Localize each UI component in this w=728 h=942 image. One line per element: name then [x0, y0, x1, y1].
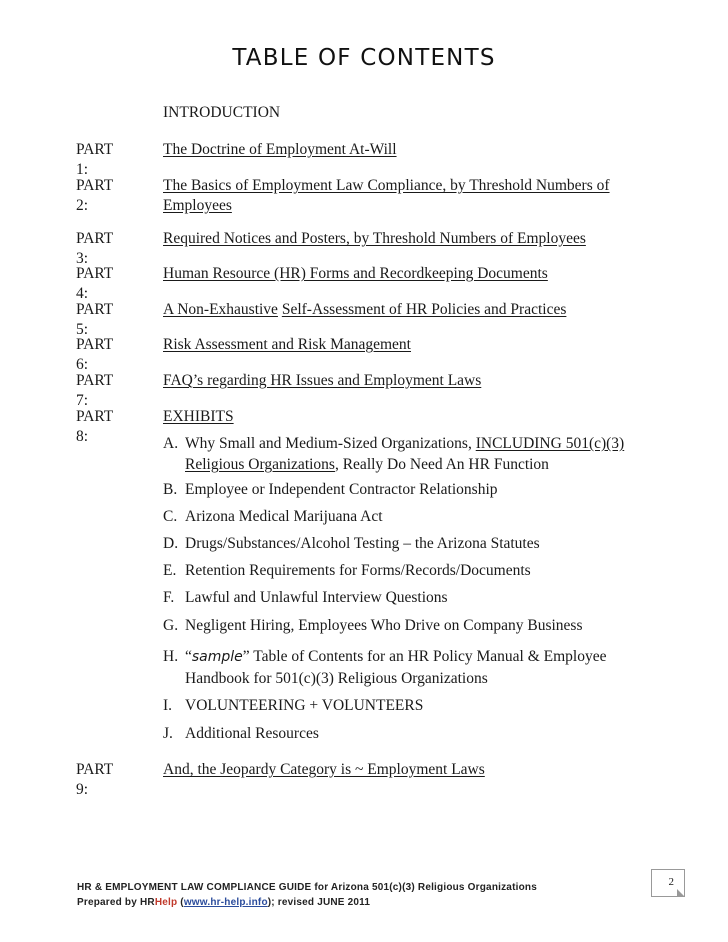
exhibit-a-link-1[interactable]: INCLUDING 501(c)(3) [475, 435, 625, 452]
exhibit-e-text: Retention Requirements for Forms/Records/Documents [185, 562, 531, 579]
part-5-text-a: A Non-Exhaustive [163, 301, 278, 318]
exhibit-letter: B. [163, 481, 178, 498]
part-label: PART 6: [76, 336, 113, 373]
part-label: PART 3: [76, 230, 113, 267]
part-7-link[interactable]: FAQ’s regarding HR Issues and Employment Laws [163, 372, 482, 389]
exhibit-letter: E. [163, 562, 177, 579]
exhibit-letter: H. [163, 648, 179, 665]
exhibit-a-link-2[interactable]: Religious Organizations [185, 456, 335, 473]
exhibit-i-text: VOLUNTEERING + VOLUNTEERS [185, 697, 424, 714]
exhibit-b-text: Employee or Independent Contractor Relationship [185, 481, 498, 498]
footer-revised: ); revised JUNE 2011 [267, 897, 371, 908]
exhibit-h-line-1: ” Table of Contents for an HR Policy Manual & Employee [242, 648, 607, 665]
part-5-text-b: Self-Assessment of HR Policies and Practices [281, 301, 567, 318]
part-label: PART 8: [76, 408, 113, 445]
footer-paren: ( [177, 897, 184, 908]
exhibit-letter: F. [163, 589, 175, 606]
page-footer [77, 880, 537, 910]
exhibit-letter: D. [163, 535, 179, 552]
page-number: 2 [668, 876, 674, 888]
part-5-link[interactable] [163, 300, 623, 320]
part-label: PART 4: [76, 265, 113, 302]
exhibit-letter: J. [163, 725, 173, 742]
part-8-link[interactable]: EXHIBITS [163, 408, 234, 425]
footer-brand: Help [154, 897, 178, 908]
exhibit-a-pre: Why Small and Medium-Sized Organizations, [185, 435, 472, 452]
part-2-link[interactable] [163, 176, 623, 216]
exhibit-letter: G. [163, 617, 179, 634]
exhibit-h-line-2: Handbook for 501(c)(3) Religious Organizations [185, 670, 488, 687]
exhibit-c-text: Arizona Medical Marijuana Act [185, 508, 383, 525]
part-label: PART 2: [76, 177, 113, 214]
footer-prepared [77, 895, 537, 910]
footer-title: HR & EMPLOYMENT LAW COMPLIANCE GUIDE for Arizona 501(c)(3) Religious Organizations [77, 882, 537, 893]
exhibit-a-text [185, 433, 645, 475]
exhibit-h-quote: “ [185, 648, 192, 665]
part-1-link[interactable]: The Doctrine of Employment At-Will [163, 141, 397, 158]
part-2-line-2: Employees [163, 197, 232, 214]
page-number-box [651, 869, 685, 897]
part-4-link[interactable]: Human Resource (HR) Forms and Recordkeeping Documents [163, 265, 548, 282]
part-label: PART 1: [76, 141, 113, 178]
exhibit-d-text: Drugs/Substances/Alcohol Testing – the Arizona Statutes [185, 535, 540, 552]
exhibit-j-text: Additional Resources [185, 725, 319, 742]
part-label: PART 9: [76, 761, 113, 798]
introduction-label: INTRODUCTION [163, 104, 281, 121]
page-curl-icon [677, 889, 685, 897]
exhibit-a-post: , Really Do Need An HR Function [334, 456, 549, 473]
footer-website-link[interactable]: www.hr-help.info [183, 897, 268, 908]
footer-prepared-by: Prepared by HR [77, 897, 155, 908]
exhibit-letter: A. [163, 435, 179, 452]
exhibit-g-text: Negligent Hiring, Employees Who Drive on Company Business [185, 617, 583, 634]
part-label: PART 7: [76, 372, 113, 409]
page-title: TABLE OF CONTENTS [232, 45, 496, 71]
part-2-line-1: The Basics of Employment Law Compliance, by Threshold Numbers of [163, 177, 610, 194]
part-6-link[interactable]: Risk Assessment and Risk Management [163, 336, 411, 353]
exhibit-letter: I. [163, 697, 173, 714]
exhibit-letter: C. [163, 508, 178, 525]
exhibit-h-sample: sample [191, 649, 243, 665]
part-9-link[interactable]: And, the Jeopardy Category is ~ Employment Laws [163, 761, 485, 778]
exhibit-h-text [185, 646, 645, 689]
part-label: PART 5: [76, 301, 113, 338]
part-3-link[interactable]: Required Notices and Posters, by Threshold Numbers of Employees [163, 230, 586, 247]
exhibit-f-text: Lawful and Unlawful Interview Questions [185, 589, 448, 606]
